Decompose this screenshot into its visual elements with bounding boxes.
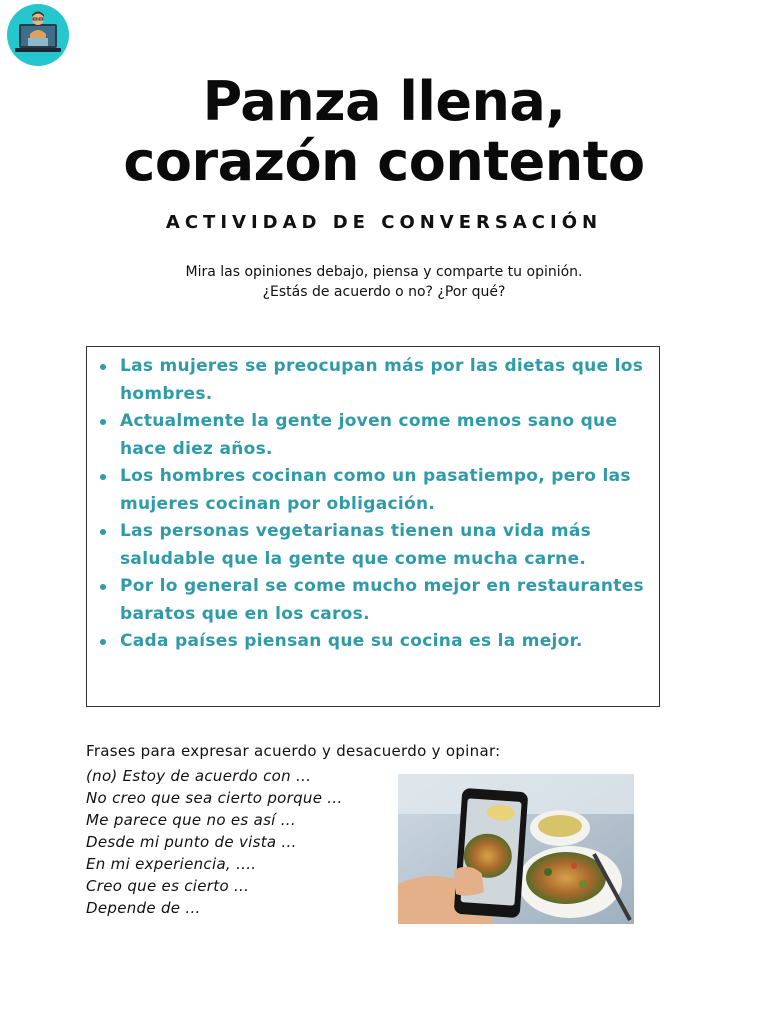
instructions <box>0 262 768 302</box>
phrase-item: Creo que es cierto ... <box>86 877 250 895</box>
opinion-item: Cada países piensan que su cocina es la mejor. <box>120 628 645 656</box>
phrases-title: Frases para expresar acuerdo y desacuerdo y opinar: <box>86 742 501 760</box>
phrase-item: (no) Estoy de acuerdo con ... <box>86 767 312 785</box>
activity-subtitle: ACTIVIDAD DE CONVERSACIÓN <box>165 212 603 233</box>
opinions-box <box>86 346 660 707</box>
page-title <box>0 72 768 192</box>
phrase-item: No creo que sea cierto porque ... <box>86 789 343 807</box>
opinions-list <box>87 347 659 656</box>
title-line-2: corazón contento <box>123 130 645 193</box>
opinion-item: Las mujeres se preocupan más por las dietas que los hombres. <box>120 353 645 408</box>
opinion-item: Las personas vegetarianas tienen una vida más saludable que la gente que come mucha carne. <box>120 518 645 573</box>
phrases-list <box>86 765 343 919</box>
opinion-item: Los hombres cocinan como un pasatiempo, pero las mujeres cocinan por obligación. <box>120 463 645 518</box>
title-line-1: Panza llena, <box>202 70 566 133</box>
food-phone-photo <box>398 774 634 924</box>
instructions-line-1: Mira las opiniones debajo, piensa y comparte tu opinión. <box>185 264 583 280</box>
phrase-item: Me parece que no es así ... <box>86 811 296 829</box>
opinion-item: Por lo general se come mucho mejor en restaurantes baratos que en los caros. <box>120 573 645 628</box>
instructions-line-2: ¿Estás de acuerdo o no? ¿Por qué? <box>262 284 506 300</box>
phrase-item: En mi experiencia, .... <box>86 855 257 873</box>
phrase-item: Depende de ... <box>86 899 201 917</box>
phrase-item: Desde mi punto de vista ... <box>86 833 297 851</box>
teacher-logo <box>6 4 70 66</box>
opinion-item: Actualmente la gente joven come menos sano que hace diez años. <box>120 408 645 463</box>
